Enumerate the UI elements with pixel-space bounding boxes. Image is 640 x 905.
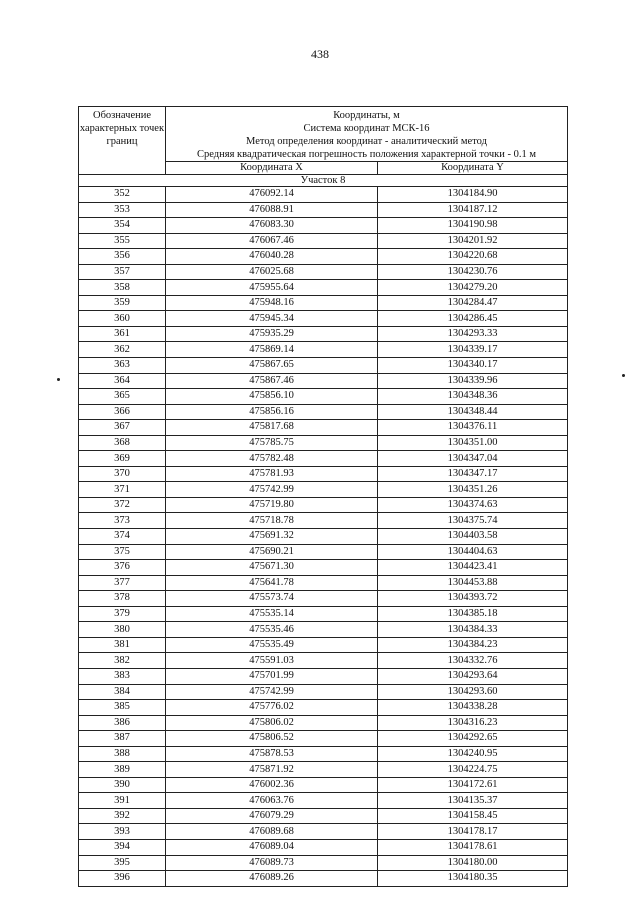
coordinate-y: 1304292.65 <box>378 731 568 747</box>
table-row <box>79 326 568 342</box>
section-title: Участок 8 <box>79 175 568 187</box>
table-row <box>79 342 568 358</box>
coordinates-header <box>166 107 568 162</box>
coordinate-y: 1304316.23 <box>378 715 568 731</box>
coordinate-y: 1304284.47 <box>378 295 568 311</box>
table-row <box>79 606 568 622</box>
coords-error: Средняя квадратическая погрешность положения характерной точки - 0.1 м <box>197 149 536 160</box>
table-row <box>79 187 568 203</box>
table-row <box>79 404 568 420</box>
coordinate-y: 1304187.12 <box>378 202 568 218</box>
table-row <box>79 575 568 591</box>
table-row <box>79 482 568 498</box>
coordinate-x: 475856.16 <box>166 404 378 420</box>
table-row <box>79 373 568 389</box>
coordinate-x: 476079.29 <box>166 808 378 824</box>
coordinate-y: 1304347.04 <box>378 451 568 467</box>
coordinate-x: 475641.78 <box>166 575 378 591</box>
table-row <box>79 855 568 871</box>
coordinate-y: 1304180.35 <box>378 871 568 887</box>
coordinate-x: 475945.34 <box>166 311 378 327</box>
table-row <box>79 202 568 218</box>
table-row <box>79 777 568 793</box>
table-row <box>79 435 568 451</box>
coordinate-x: 475867.46 <box>166 373 378 389</box>
coordinates-table <box>78 106 568 887</box>
table-row <box>79 871 568 887</box>
coordinate-y: 1304190.98 <box>378 218 568 234</box>
coordinate-y: 1304374.63 <box>378 497 568 513</box>
point-number: 376 <box>79 560 166 576</box>
coordinate-y: 1304403.58 <box>378 529 568 545</box>
coordinate-x: 475935.29 <box>166 326 378 342</box>
table-row <box>79 731 568 747</box>
coordinate-x: 476025.68 <box>166 264 378 280</box>
table-row <box>79 466 568 482</box>
coordinate-y: 1304338.28 <box>378 700 568 716</box>
coordinate-y: 1304339.17 <box>378 342 568 358</box>
coordinate-y: 1304347.17 <box>378 466 568 482</box>
coordinate-x: 476088.91 <box>166 202 378 218</box>
table-row <box>79 529 568 545</box>
coordinate-x: 475856.10 <box>166 389 378 405</box>
table-row <box>79 808 568 824</box>
coordinate-x: 475948.16 <box>166 295 378 311</box>
coordinate-x: 475955.64 <box>166 280 378 296</box>
table-row <box>79 218 568 234</box>
point-number: 396 <box>79 871 166 887</box>
point-number: 363 <box>79 358 166 374</box>
point-number: 387 <box>79 731 166 747</box>
coordinate-x: 475878.53 <box>166 746 378 762</box>
table-row <box>79 295 568 311</box>
point-number: 383 <box>79 668 166 684</box>
table-row <box>79 653 568 669</box>
table-row <box>79 358 568 374</box>
table-row <box>79 389 568 405</box>
coordinate-y: 1304404.63 <box>378 544 568 560</box>
table-row <box>79 839 568 855</box>
table-row <box>79 264 568 280</box>
page-number: 438 <box>311 47 329 61</box>
coordinate-x: 475690.21 <box>166 544 378 560</box>
point-number: 362 <box>79 342 166 358</box>
coordinate-x: 475591.03 <box>166 653 378 669</box>
coordinate-y: 1304385.18 <box>378 606 568 622</box>
point-number: 357 <box>79 264 166 280</box>
coordinate-x: 475776.02 <box>166 700 378 716</box>
point-number: 379 <box>79 606 166 622</box>
point-number: 375 <box>79 544 166 560</box>
coordinate-x: 475871.92 <box>166 762 378 778</box>
table-row <box>79 793 568 809</box>
scan-mark <box>622 374 625 377</box>
coords-system: Система координат МСК-16 <box>303 123 430 134</box>
coordinate-y: 1304348.44 <box>378 404 568 420</box>
coordinate-x: 475701.99 <box>166 668 378 684</box>
coordinate-x: 475806.52 <box>166 731 378 747</box>
coordinate-y: 1304348.36 <box>378 389 568 405</box>
coordinate-y: 1304220.68 <box>378 249 568 265</box>
table-row <box>79 280 568 296</box>
coordinate-x: 475573.74 <box>166 591 378 607</box>
table-row <box>79 513 568 529</box>
coordinate-y: 1304384.33 <box>378 622 568 638</box>
coordinate-y: 1304279.20 <box>378 280 568 296</box>
point-number: 388 <box>79 746 166 762</box>
coordinate-y: 1304230.76 <box>378 264 568 280</box>
coordinate-x: 476089.26 <box>166 871 378 887</box>
table-row <box>79 684 568 700</box>
coordinate-y: 1304293.60 <box>378 684 568 700</box>
table-row <box>79 824 568 840</box>
point-number: 392 <box>79 808 166 824</box>
section-row <box>79 175 568 187</box>
coordinate-y: 1304240.95 <box>378 746 568 762</box>
coordinate-y: 1304184.90 <box>378 187 568 203</box>
table-row <box>79 451 568 467</box>
coordinate-x: 475785.75 <box>166 435 378 451</box>
point-number: 368 <box>79 435 166 451</box>
table-row <box>79 544 568 560</box>
point-number: 394 <box>79 839 166 855</box>
point-number: 373 <box>79 513 166 529</box>
point-number: 369 <box>79 451 166 467</box>
point-number: 381 <box>79 637 166 653</box>
point-number: 365 <box>79 389 166 405</box>
point-number: 391 <box>79 793 166 809</box>
point-number: 354 <box>79 218 166 234</box>
coordinate-x: 475718.78 <box>166 513 378 529</box>
coordinate-x: 475867.65 <box>166 358 378 374</box>
coordinate-x: 475535.49 <box>166 637 378 653</box>
coordinate-x: 475782.48 <box>166 451 378 467</box>
table-row <box>79 637 568 653</box>
point-number: 393 <box>79 824 166 840</box>
point-number: 370 <box>79 466 166 482</box>
point-number: 360 <box>79 311 166 327</box>
coordinate-y: 1304339.96 <box>378 373 568 389</box>
coordinate-x: 475742.99 <box>166 684 378 700</box>
table-row <box>79 762 568 778</box>
scan-mark <box>57 378 60 381</box>
coordinate-y: 1304375.74 <box>378 513 568 529</box>
coordinate-y: 1304224.75 <box>378 762 568 778</box>
point-number: 359 <box>79 295 166 311</box>
coordinate-x: 475535.14 <box>166 606 378 622</box>
coordinate-y: 1304178.61 <box>378 839 568 855</box>
coordinate-x: 475869.14 <box>166 342 378 358</box>
coordinate-x: 476089.04 <box>166 839 378 855</box>
coordinate-x: 476089.73 <box>166 855 378 871</box>
table-row <box>79 622 568 638</box>
coordinate-y: 1304135.37 <box>378 793 568 809</box>
coordinate-x: 476083.30 <box>166 218 378 234</box>
point-number: 358 <box>79 280 166 296</box>
table-body <box>79 107 568 887</box>
point-number: 361 <box>79 326 166 342</box>
coordinate-y: 1304384.23 <box>378 637 568 653</box>
coordinate-x: 475817.68 <box>166 420 378 436</box>
coordinate-y: 1304393.72 <box>378 591 568 607</box>
table-row <box>79 591 568 607</box>
table-row <box>79 233 568 249</box>
coordinate-y: 1304172.61 <box>378 777 568 793</box>
coordinate-x: 476067.46 <box>166 233 378 249</box>
coordinate-y: 1304178.17 <box>378 824 568 840</box>
table-row <box>79 497 568 513</box>
col-x-header: Координата X <box>166 162 378 175</box>
coordinate-x: 475742.99 <box>166 482 378 498</box>
point-number: 353 <box>79 202 166 218</box>
point-number: 385 <box>79 700 166 716</box>
coordinate-y: 1304158.45 <box>378 808 568 824</box>
table-row <box>79 668 568 684</box>
coordinate-y: 1304332.76 <box>378 653 568 669</box>
coordinate-x: 475781.93 <box>166 466 378 482</box>
point-number: 386 <box>79 715 166 731</box>
point-number: 355 <box>79 233 166 249</box>
point-number: 395 <box>79 855 166 871</box>
coordinate-y: 1304286.45 <box>378 311 568 327</box>
coordinate-y: 1304201.92 <box>378 233 568 249</box>
point-number: 364 <box>79 373 166 389</box>
point-number: 382 <box>79 653 166 669</box>
coordinate-y: 1304180.00 <box>378 855 568 871</box>
point-number: 366 <box>79 404 166 420</box>
table-row <box>79 560 568 576</box>
point-number: 378 <box>79 591 166 607</box>
point-number: 374 <box>79 529 166 545</box>
col-y-header: Координата Y <box>378 162 568 175</box>
coordinate-x: 476002.36 <box>166 777 378 793</box>
coordinate-x: 476040.28 <box>166 249 378 265</box>
point-number: 371 <box>79 482 166 498</box>
coordinate-y: 1304453.88 <box>378 575 568 591</box>
point-number: 377 <box>79 575 166 591</box>
coordinate-x: 475535.46 <box>166 622 378 638</box>
point-number: 352 <box>79 187 166 203</box>
coordinate-x: 476063.76 <box>166 793 378 809</box>
table-row <box>79 311 568 327</box>
table-row <box>79 715 568 731</box>
point-number: 389 <box>79 762 166 778</box>
coordinate-y: 1304423.41 <box>378 560 568 576</box>
coordinate-x: 475671.30 <box>166 560 378 576</box>
table-row <box>79 700 568 716</box>
coordinate-y: 1304376.11 <box>378 420 568 436</box>
coords-method: Метод определения координат - аналитический метод <box>246 136 487 147</box>
coordinate-y: 1304293.33 <box>378 326 568 342</box>
table-row <box>79 249 568 265</box>
coordinate-y: 1304351.00 <box>378 435 568 451</box>
coordinate-x: 476089.68 <box>166 824 378 840</box>
coordinate-x: 476092.14 <box>166 187 378 203</box>
coordinate-y: 1304351.26 <box>378 482 568 498</box>
point-label-header: Обозначение характерных точек границ <box>79 107 166 175</box>
table-row <box>79 746 568 762</box>
point-number: 384 <box>79 684 166 700</box>
point-number: 372 <box>79 497 166 513</box>
table-row <box>79 420 568 436</box>
point-number: 367 <box>79 420 166 436</box>
point-number: 356 <box>79 249 166 265</box>
coordinate-x: 475691.32 <box>166 529 378 545</box>
coords-title: Координаты, м <box>333 110 400 121</box>
coordinate-x: 475806.02 <box>166 715 378 731</box>
coordinate-y: 1304340.17 <box>378 358 568 374</box>
coordinate-x: 475719.80 <box>166 497 378 513</box>
point-number: 380 <box>79 622 166 638</box>
header-row <box>79 107 568 162</box>
point-number: 390 <box>79 777 166 793</box>
coordinate-y: 1304293.64 <box>378 668 568 684</box>
